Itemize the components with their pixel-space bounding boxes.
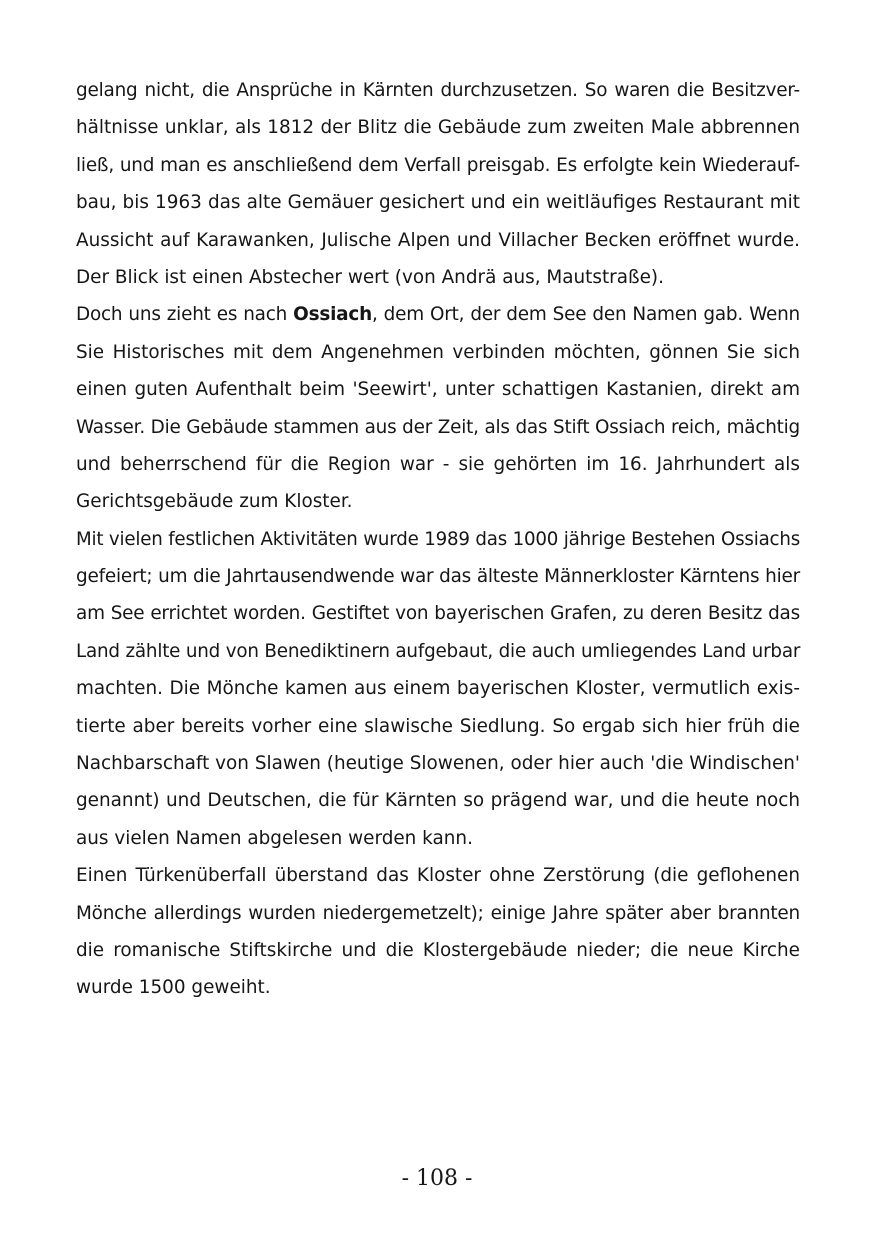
text-line: einen guten Aufenthalt beim 'Seewirt', unter schattigen Kastanien, direkt am <box>76 379 800 401</box>
text-line: Land zählte und von Benediktinern aufgebaut, die auch umliegendes Land urbar <box>76 640 801 662</box>
text-line: Mönche allerdings wurden niedergemetzelt); einige Jahre später aber brannten <box>76 902 800 924</box>
text-line: Wasser. Die Gebäude stammen aus der Zeit, als das Stift Ossiach reich, mächtig <box>76 416 800 438</box>
paragraph-4 <box>76 857 800 1007</box>
text-line: machten. Die Mönche kamen aus einem bayerischen Kloster, vermutlich exis- <box>76 678 800 700</box>
text-line: Sie Historisches mit dem Angenehmen verbinden möchten, gönnen Sie sich <box>76 341 800 363</box>
paragraph-1 <box>76 72 800 296</box>
text-line: Gerichtsgebäude zum Kloster. <box>76 491 353 513</box>
text-line: Der Blick ist einen Abstecher wert (von Andrä aus, Mautstraße). <box>76 266 664 288</box>
place-name-ossiach: Ossiach <box>293 304 372 326</box>
paragraph-2 <box>76 296 800 520</box>
text-line: Mit vielen festlichen Aktivitäten wurde 1989 das 1000 jährige Bestehen Ossiachs <box>76 528 800 550</box>
text-line: die romanische Stiftskirche und die Klostergebäude nieder; die neue Kirche <box>76 939 800 961</box>
text-line: wurde 1500 geweiht. <box>76 977 271 999</box>
text-line: tierte aber bereits vorher eine slawische Siedlung. So ergab sich hier früh die <box>76 715 800 737</box>
text-line: gefeiert; um die Jahrtausendwende war das älteste Männerkloster Kärntens hier <box>76 566 800 588</box>
text-line <box>76 296 800 333</box>
paragraph-3 <box>76 521 800 858</box>
body-text <box>76 72 800 1007</box>
text-run: , dem Ort, der dem See den Namen gab. Wenn <box>372 304 800 326</box>
text-line: Einen Türkenüberfall überstand das Kloster ohne Zerstörung (die geflohenen <box>76 865 800 887</box>
text-line: Nachbarschaft von Slawen (heutige Slowenen, oder hier auch 'die Windischen' <box>76 753 800 775</box>
text-line: Aussicht auf Karawanken, Julische Alpen und Villacher Becken eröffnet wurde. <box>76 229 800 251</box>
page-number: - 108 - <box>401 1166 473 1191</box>
text-line: aus vielen Namen abgelesen werden kann. <box>76 827 473 849</box>
text-line: am See errichtet worden. Gestiftet von bayerischen Grafen, zu deren Besitz das <box>76 603 800 625</box>
text-line: und beherrschend für die Region war - sie gehörten im 16. Jahrhundert als <box>76 453 800 475</box>
text-run: Doch uns zieht es nach <box>76 304 294 326</box>
text-line: genannt) und Deutschen, die für Kärnten so prägend war, und die heute noch <box>76 790 800 812</box>
text-line: hältnisse unklar, als 1812 der Blitz die Gebäude zum zweiten Male abbrennen <box>76 117 800 139</box>
text-line: ließ, und man es anschließend dem Verfall preisgab. Es erfolgte kein Wiederauf- <box>76 154 800 176</box>
text-line: gelang nicht, die Ansprüche in Kärnten durchzusetzen. So waren die Besitzver- <box>76 80 800 101</box>
text-line: bau, bis 1963 das alte Gemäuer gesichert und ein weitläufiges Restaurant mit <box>76 192 800 214</box>
